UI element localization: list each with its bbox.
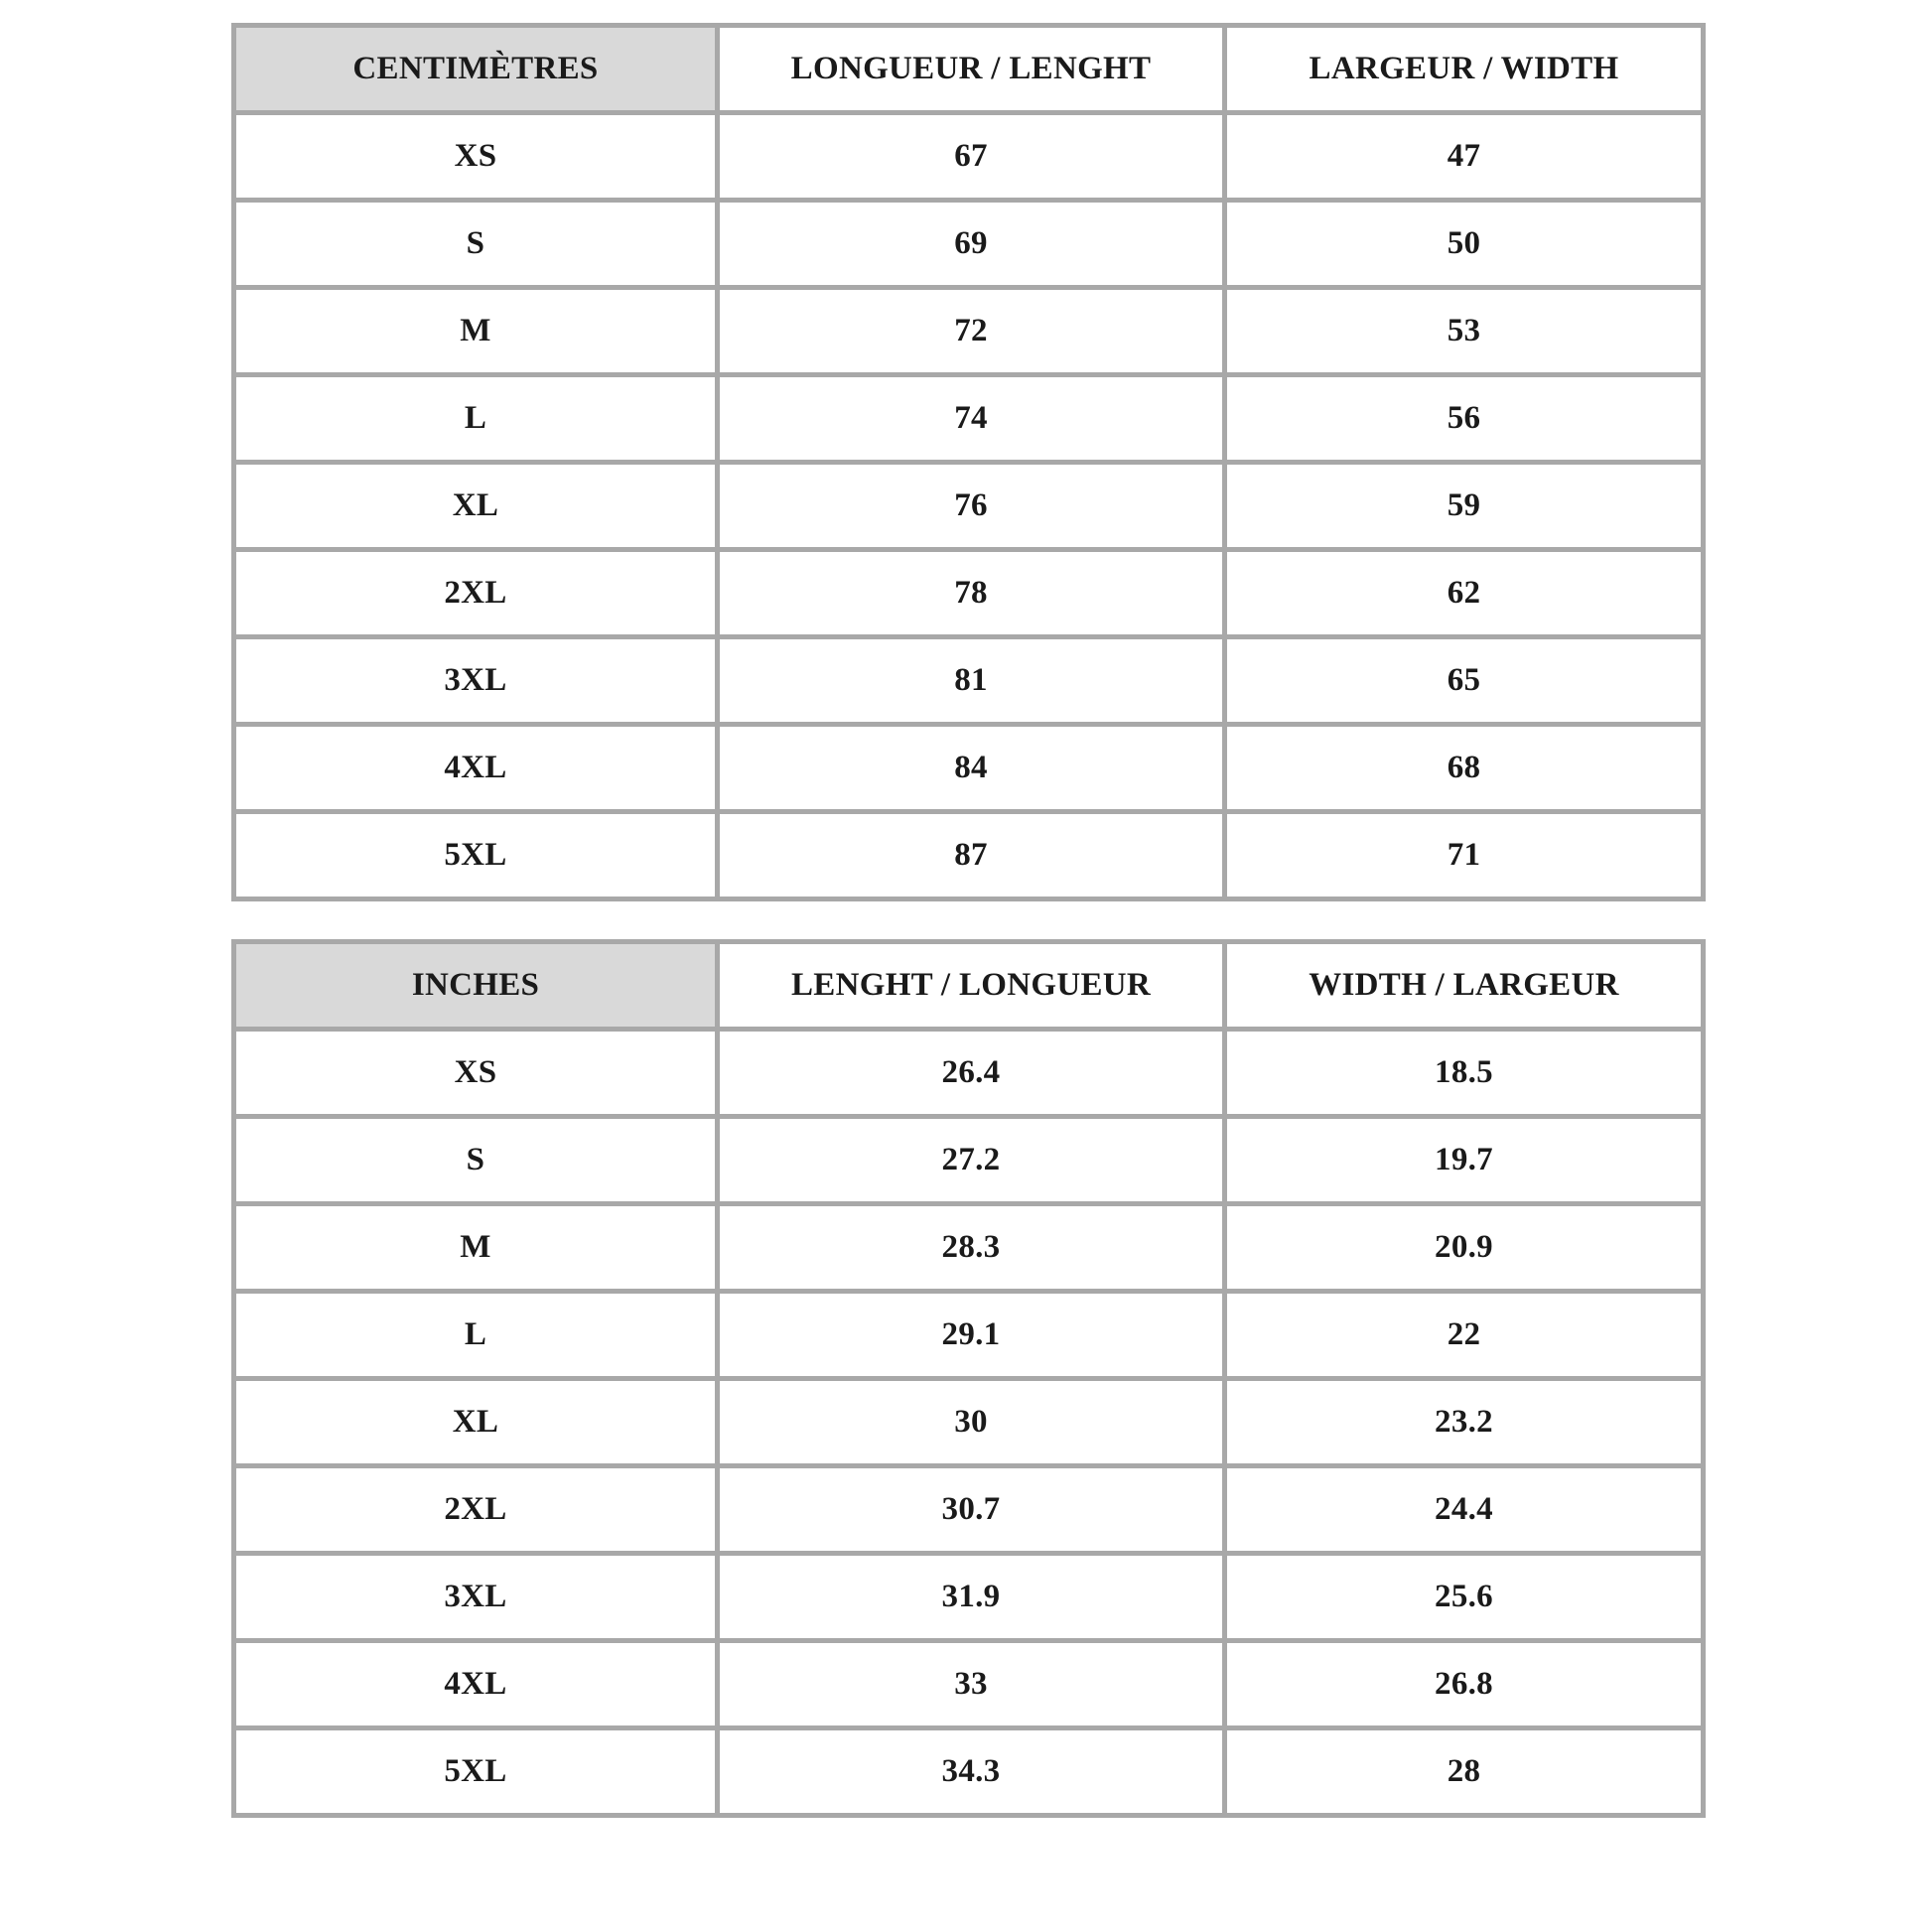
inches-table-body: [234, 1030, 1704, 1816]
size-cell: S: [234, 201, 718, 288]
width-cell: 26.8: [1225, 1641, 1704, 1728]
size-cell: 2XL: [234, 550, 718, 637]
size-cell: 4XL: [234, 725, 718, 812]
length-cell: 30.7: [718, 1466, 1225, 1554]
table-row: [234, 1466, 1704, 1554]
size-cell: M: [234, 1204, 718, 1292]
table-row: [234, 375, 1704, 463]
width-cell: 68: [1225, 725, 1704, 812]
table-row: [234, 1554, 1704, 1641]
length-cell: 31.9: [718, 1554, 1225, 1641]
table-row: [234, 1117, 1704, 1204]
length-cell: 26.4: [718, 1030, 1225, 1117]
width-cell: 24.4: [1225, 1466, 1704, 1554]
width-cell: 20.9: [1225, 1204, 1704, 1292]
table-row: [234, 1728, 1704, 1816]
size-cell: M: [234, 288, 718, 375]
table-row: [234, 812, 1704, 899]
length-cell: 72: [718, 288, 1225, 375]
length-cell: 30: [718, 1379, 1225, 1466]
table-row: [234, 1292, 1704, 1379]
width-cell: 65: [1225, 637, 1704, 725]
width-cell: 59: [1225, 463, 1704, 550]
table-row: [234, 113, 1704, 201]
width-cell: 71: [1225, 812, 1704, 899]
size-cell: 3XL: [234, 1554, 718, 1641]
length-cell: 69: [718, 201, 1225, 288]
length-cell: 34.3: [718, 1728, 1225, 1816]
unit-header-cell: CENTIMÈTRES: [234, 26, 718, 113]
width-cell: 56: [1225, 375, 1704, 463]
length-cell: 81: [718, 637, 1225, 725]
width-cell: 22: [1225, 1292, 1704, 1379]
width-cell: 53: [1225, 288, 1704, 375]
size-cell: 4XL: [234, 1641, 718, 1728]
size-cell: XL: [234, 463, 718, 550]
inches-table: [231, 939, 1706, 1818]
size-cell: S: [234, 1117, 718, 1204]
width-header-cell: WIDTH / LARGEUR: [1225, 942, 1704, 1030]
length-header-cell: LONGUEUR / LENGHT: [718, 26, 1225, 113]
length-cell: 27.2: [718, 1117, 1225, 1204]
length-cell: 84: [718, 725, 1225, 812]
size-cell: XL: [234, 1379, 718, 1466]
length-cell: 78: [718, 550, 1225, 637]
length-cell: 76: [718, 463, 1225, 550]
width-cell: 23.2: [1225, 1379, 1704, 1466]
length-cell: 67: [718, 113, 1225, 201]
width-cell: 47: [1225, 113, 1704, 201]
table-row: [234, 1030, 1704, 1117]
unit-header-cell: INCHES: [234, 942, 718, 1030]
size-cell: 5XL: [234, 812, 718, 899]
length-cell: 28.3: [718, 1204, 1225, 1292]
width-cell: 18.5: [1225, 1030, 1704, 1117]
centimetres-table-header: [234, 26, 1704, 113]
size-cell: 3XL: [234, 637, 718, 725]
size-cell: L: [234, 1292, 718, 1379]
length-cell: 87: [718, 812, 1225, 899]
header-row: [234, 942, 1704, 1030]
size-cell: 5XL: [234, 1728, 718, 1816]
table-row: [234, 1641, 1704, 1728]
header-row: [234, 26, 1704, 113]
size-cell: XS: [234, 113, 718, 201]
width-cell: 50: [1225, 201, 1704, 288]
table-row: [234, 201, 1704, 288]
length-cell: 74: [718, 375, 1225, 463]
table-row: [234, 288, 1704, 375]
centimetres-table: [231, 23, 1706, 901]
length-cell: 29.1: [718, 1292, 1225, 1379]
size-cell: XS: [234, 1030, 718, 1117]
table-row: [234, 637, 1704, 725]
table-row: [234, 1204, 1704, 1292]
width-header-cell: LARGEUR / WIDTH: [1225, 26, 1704, 113]
table-row: [234, 463, 1704, 550]
length-header-cell: LENGHT / LONGUEUR: [718, 942, 1225, 1030]
size-cell: L: [234, 375, 718, 463]
table-row: [234, 725, 1704, 812]
inches-table-header: [234, 942, 1704, 1030]
width-cell: 25.6: [1225, 1554, 1704, 1641]
length-cell: 33: [718, 1641, 1225, 1728]
centimetres-table-body: [234, 113, 1704, 899]
width-cell: 19.7: [1225, 1117, 1704, 1204]
width-cell: 62: [1225, 550, 1704, 637]
width-cell: 28: [1225, 1728, 1704, 1816]
table-row: [234, 1379, 1704, 1466]
size-cell: 2XL: [234, 1466, 718, 1554]
table-row: [234, 550, 1704, 637]
